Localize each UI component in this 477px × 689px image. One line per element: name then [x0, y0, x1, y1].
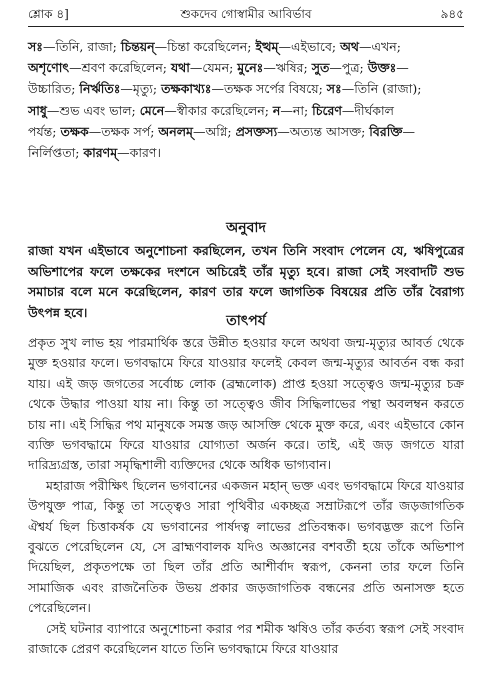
sanskrit-word: সঃ: [28, 39, 43, 54]
word-meaning: —শুভ এবং ভাল;: [46, 102, 140, 118]
word-meaning: —অত্যন্ত আসক্ত;: [277, 123, 370, 139]
word-meaning: —এখন;: [359, 39, 401, 54]
word-meaning: —যেমন;: [189, 60, 238, 76]
word-meaning: পর্যন্ত;: [28, 123, 61, 139]
sanskrit-word: সাধু: [28, 102, 47, 118]
header-rule: [28, 26, 464, 27]
sanskrit-word: প্রসক্তস্য: [235, 123, 278, 139]
page-header: [28, 6, 464, 24]
synonym-line: [28, 142, 464, 163]
word-meaning: —তিনি, রাজা;: [42, 39, 121, 54]
synonym-line: [28, 57, 464, 78]
word-meaning: —কারণ।: [117, 145, 161, 161]
word-meaning: উচ্চারিত;: [28, 81, 80, 97]
word-meaning: —স্বীকার করেছিলেন;: [164, 102, 273, 118]
word-meaning: —এইভাবে;: [278, 39, 341, 54]
sanskrit-word: ইত্থম্: [255, 39, 279, 54]
page-number: ৯৪৫: [440, 7, 464, 21]
sanskrit-word: তক্ষকাখ্যঃ: [161, 81, 212, 97]
sanskrit-word: সুত: [311, 60, 330, 76]
sanskrit-word: তক্ষক: [60, 123, 89, 139]
word-meaning: —দীর্ঘকাল: [341, 102, 394, 118]
word-meaning: —অগ্নি;: [192, 123, 236, 139]
word-meaning: —পুত্র;: [329, 60, 368, 76]
word-meaning: —: [396, 60, 409, 76]
translation-heading: অনুবাদ: [226, 220, 266, 236]
sanskrit-word: অশৃণোৎ: [28, 60, 70, 76]
word-meaning: —মৃত্যু;: [120, 81, 162, 97]
word-meaning: —ঋষির;: [263, 60, 312, 76]
word-meaning: —তক্ষক সর্পের বিষয়ে;: [211, 81, 327, 97]
sanskrit-word: চিরেণ: [312, 102, 342, 118]
synonym-line: [28, 36, 464, 57]
sanskrit-word: মেনে: [139, 102, 165, 118]
purport-paragraph: সেই ঘটনার ব্যাপারে অনুশোচনা করার পর শমীক ঋষিও তাঁর কর্তব্য স্বরূপ সেই সংবাদ রাজাকে প্রেরণ করেছিলেন যাতে তিনি ভগবদ্ধামে ফিরে যাওয়ার: [28, 620, 464, 657]
word-meaning: —চিন্তা করেছিলেন;: [154, 39, 256, 54]
synonym-line: [28, 100, 464, 121]
sanskrit-word: ন: [272, 102, 281, 118]
verse-reference: শ্লোক ৪]: [28, 7, 69, 21]
sanskrit-word: নির্ঋতিঃ: [79, 81, 121, 97]
purport-block: [28, 333, 464, 660]
purport-paragraph: প্রকৃত সুখ লাভ হয় পারমার্থিক স্তরে উন্নীত হওয়ার ফলে অথবা জন্ম-মৃত্যুর আবর্ত থেকে মুক্ত হওয়ার ফলে। ভগবদ্ধামে ফিরে যাওয়ার ফলেই কেবল জন্ম-মৃত্যুর আবর্তন বন্ধ করা যায়। এই জড় জগতের সর্বোচ্চ লোক (ব্রহ্মলোক) প্রাপ্ত হওয়া সত্ত্বেও জন্ম-মৃত্যুর চক্র থেকে উদ্ধার পাওয়া যায় না। কিন্তু তা সত্ত্বেও জীব সিদ্ধিলাভের পন্থা অবলম্বন করতে চায় না। এই সিদ্ধির পথ মানুষকে সমস্ত জড় আসক্তি থেকে মুক্ত করে, এবং এইভাবে কোন ব্যক্তি ভগবদ্ধামে ফিরে যাওয়ার যোগ্যতা অর্জন করে। তাই, এই জড় জগতে যারা দারিদ্র্যগ্রস্ত, তারা সমৃদ্ধিশালী ব্যক্তিদের থেকে অধিক ভাগ্যবান।: [28, 335, 464, 473]
word-meaning: —তিনি (রাজা);: [341, 81, 422, 97]
synonym-line: [28, 121, 464, 142]
sanskrit-word: অথ: [340, 39, 360, 54]
sanskrit-word: সঃ: [326, 81, 342, 97]
book-page: [28, 0, 464, 689]
sanskrit-word: উক্তঃ: [367, 60, 397, 76]
word-meaning: —: [402, 123, 415, 139]
word-meaning: —তক্ষক সর্প;: [88, 123, 159, 139]
sanskrit-word: বিরক্তি: [369, 123, 403, 139]
purport-heading: তাৎপর্য: [226, 313, 266, 329]
word-meaning: নির্লিপ্ততা;: [28, 145, 84, 161]
sanskrit-word: কারণম্: [83, 145, 118, 161]
purport-paragraph: মহারাজ পরীক্ষিৎ ছিলেন ভগবানের একজন মহান্ ভক্ত এবং ভগবদ্ধামে ফিরে যাওয়ার উপযুক্ত পাত্র, কিন্তু তা সত্ত্বেও সারা পৃথিবীর একচ্ছত্র সম্রাটরূপে তাঁর জড়জাগতিক ঐশ্বর্য ছিল চিত্তাকর্ষক যে ভগবানের পার্ষদত্ব লাভের প্রতিবন্ধক। ভগবদ্ভক্ত রূপে তিনি বুঝতে পেরেছিলেন যে, সে ব্রাহ্মণবালক যদিও অজ্ঞানের বশবর্তী হয়ে তাঁকে অভিশাপ দিয়েছিল, প্রকৃতপক্ষে তা ছিল তাঁর প্রতি আশীর্বাদ স্বরূপ, কেননা তার ফলে তিনি সামাজিক এবং রাজনৈতিক উভয় প্রকার জড়জাগতিক বন্ধনের প্রতি অনাসক্ত হতে পেরেছিলেন।: [28, 477, 464, 616]
word-meaning: —না;: [280, 102, 313, 118]
sanskrit-word: যথা: [170, 60, 190, 76]
word-meaning: —শ্রবণ করেছিলেন;: [69, 60, 171, 76]
sanskrit-word: চিন্তয়ন্: [120, 39, 155, 54]
synonyms-block: [28, 36, 464, 163]
chapter-title: শুকদেব গোস্বামীর আবির্ভাব: [180, 7, 312, 21]
synonym-line: [28, 78, 464, 99]
sanskrit-word: অনলম্: [158, 123, 193, 139]
translation-text: রাজা যখন এইভাবে অনুশোচনা করছিলেন, তখন তিনি সংবাদ পেলেন যে, ঋষিপুত্রের অভিশাপের ফলে তক্ষকের দংশনে অচিরেই তাঁর মৃত্যু হবে। রাজা সেই সংবাদটি শুভ সমাচার বলে মনে করেছিলেন, কারণ তার ফলে জাগতিক বিষয়ের প্রতি তাঁর বৈরাগ্য উৎপন্ন হবে।: [28, 243, 464, 320]
sanskrit-word: মুনেঃ: [237, 60, 264, 76]
